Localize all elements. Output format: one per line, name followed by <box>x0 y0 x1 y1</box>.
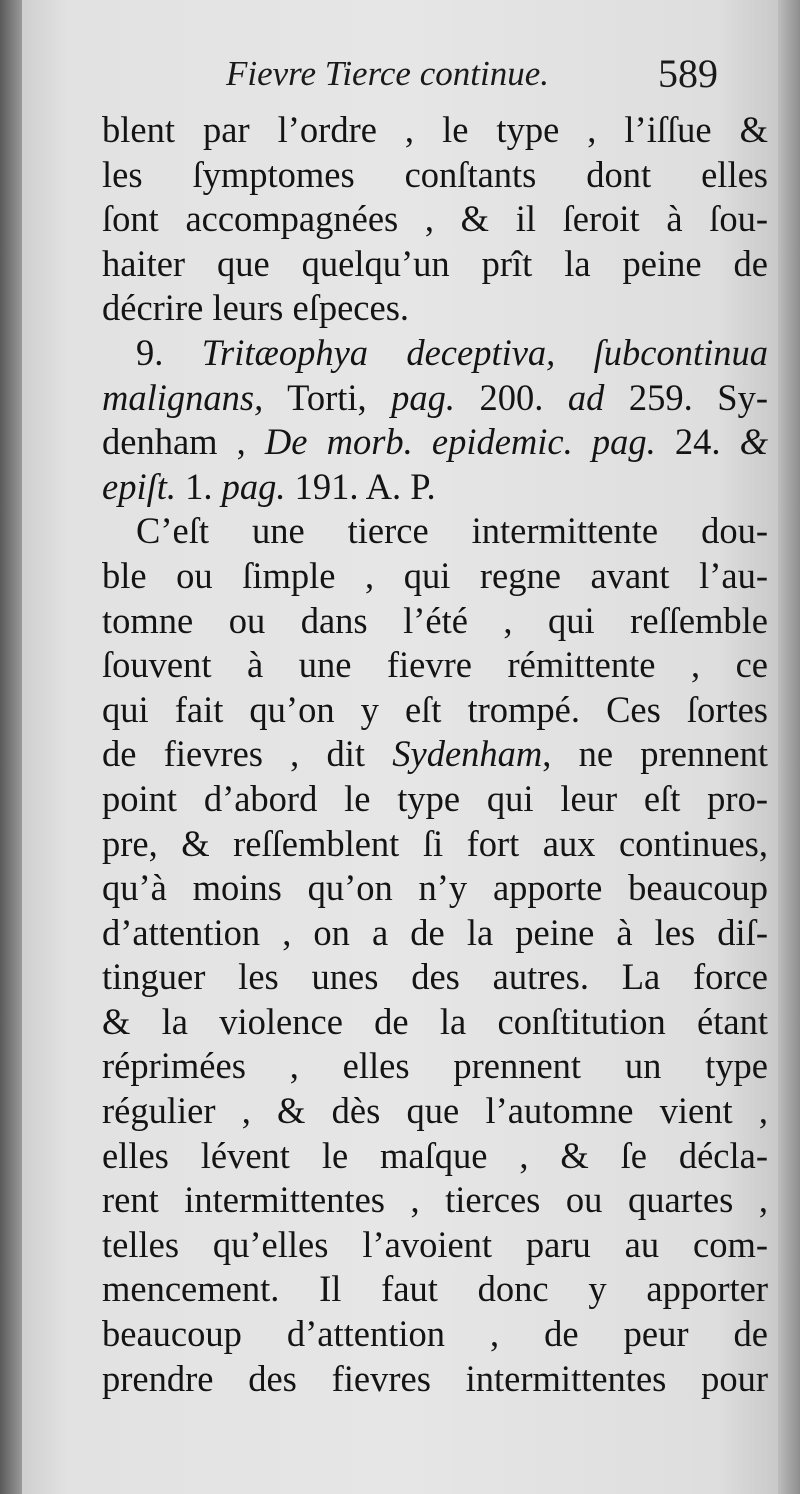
entry-line-2 <box>102 376 768 421</box>
entry-pages: 200. <box>455 376 568 418</box>
entry-line-3 <box>102 420 768 465</box>
text-line: pre, & reſſemblent ſi fort aux continues, <box>102 822 768 864</box>
running-title: Fievre Tierce continue. <box>226 54 549 93</box>
text-line: ſouvent à une fievre rémittente , ce <box>102 644 768 686</box>
text-line: point d’abord le type qui leur eſt pro- <box>102 777 768 819</box>
page-gutter-right <box>778 0 800 1494</box>
text-line: décrire leurs eſpeces. <box>102 287 410 329</box>
entry-epist-num: 1. <box>176 465 222 507</box>
text-line: réprimées , elles prennent un type <box>102 1045 768 1087</box>
text-line: régulier , & dès que l’automne vient , <box>102 1090 768 1132</box>
page-header <box>22 50 778 106</box>
entry-number: 9. <box>136 331 164 373</box>
entry-line-1 <box>102 331 768 376</box>
book-page <box>22 0 778 1494</box>
entry-work-page: 24. <box>655 421 740 463</box>
entry-pages-end: 259. Sy- <box>604 376 768 418</box>
body-text <box>102 108 768 1401</box>
entry-pag: pag. <box>391 376 456 418</box>
text-line: C’eſt une tierce intermittente dou- <box>136 510 768 552</box>
entry-ad: ad <box>567 376 605 418</box>
entry-author-2: denham , <box>102 421 265 463</box>
text-line: telles qu’elles l’avoient paru au com- <box>102 1223 768 1265</box>
entry-title-cont: malignans, <box>102 376 264 418</box>
text-line: ſont accompagnées , & il ſeroit à ſou- <box>102 198 768 240</box>
entry-pag-2: pag. <box>221 465 286 507</box>
text-line: rent intermittentes , tierces ou quartes , <box>102 1179 768 1221</box>
text-line: beaucoup d’attention , de peur de <box>102 1313 768 1355</box>
text-line: blent par l’ordre , le type , l’iſſue & <box>102 109 768 150</box>
text-line: mencement. Il faut donc y apporter <box>102 1268 768 1310</box>
entry-title: Tritæophya deceptiva, ſubcontinua <box>201 331 768 373</box>
text-line: tinguer les unes des autres. La force <box>102 956 768 998</box>
text-line <box>102 732 768 777</box>
text-line: elles lévent le maſque , & ſe décla- <box>102 1134 768 1176</box>
entry-amp: & <box>739 421 769 463</box>
text-line: haiter que quelqu’un prît la peine de <box>102 242 768 284</box>
text-line: d’attention , on a de la peine à les diſ- <box>102 911 768 953</box>
entry-epist: epiſt. <box>102 465 176 507</box>
page-gutter-left <box>0 0 22 1494</box>
entry-author: Torti, <box>263 376 392 418</box>
text-line: qu’à moins qu’on n’y apporte beaucoup <box>102 867 768 909</box>
text-fragment: de fievres , dit <box>102 733 393 775</box>
page-number: 589 <box>658 51 718 96</box>
text-line: tomne ou dans l’été , qui reſſemble <box>102 599 768 641</box>
text-line: qui fait qu’on y eſt trompé. Ces ſortes <box>102 688 768 730</box>
entry-work: De morb. epidemic. pag. <box>264 421 656 463</box>
author-name: Sydenham <box>392 733 543 775</box>
text-fragment: , ne prennent <box>542 733 768 775</box>
entry-line-4 <box>102 465 768 510</box>
text-line: & la violence de la conſtitution étant <box>102 1000 768 1042</box>
entry-epist-page: 191. A. P. <box>285 465 436 507</box>
text-line: les ſymptomes conſtants dont elles <box>102 153 768 195</box>
text-line: ble ou ſimple , qui regne avant l’au- <box>102 554 768 596</box>
text-line: prendre des fievres intermittentes pour <box>102 1357 768 1399</box>
